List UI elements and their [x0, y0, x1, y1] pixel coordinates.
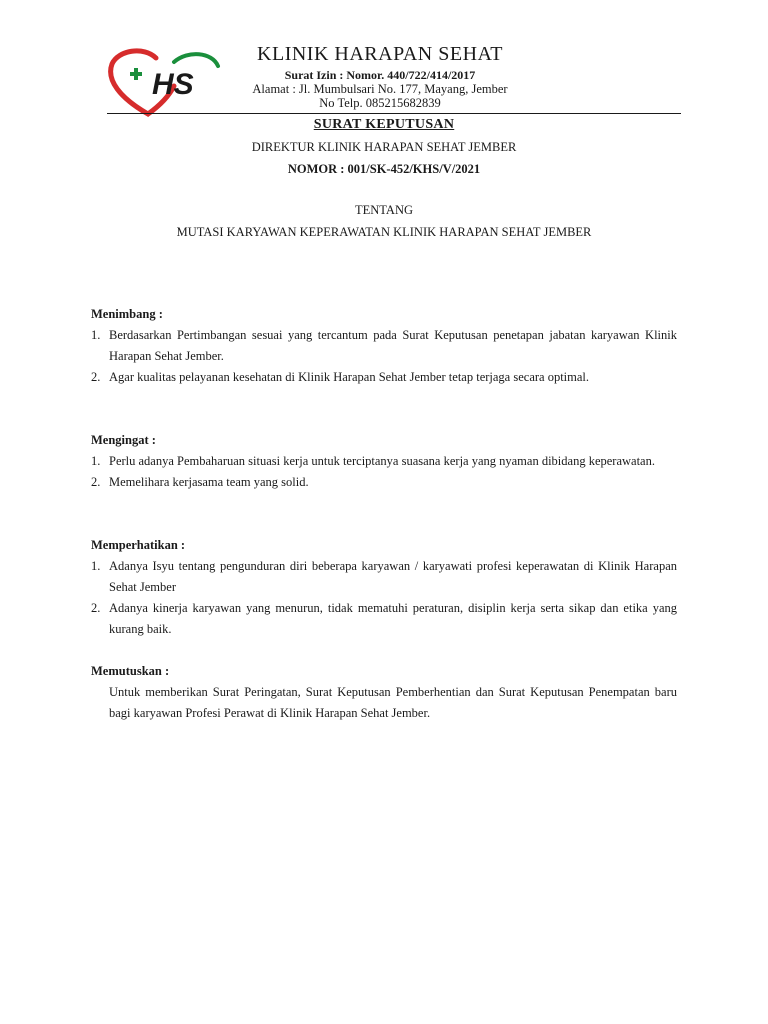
item-text: Adanya Isyu tentang pengunduran diri beberapa karyawan / karyawati profesi keperawatan di Klinik Harapan Sehat Jember	[109, 559, 677, 594]
item-number: 1.	[91, 328, 101, 342]
license-number: Surat Izin : Nomor. 440/722/414/2017	[284, 68, 476, 82]
item-number: 2.	[91, 601, 101, 615]
list-item	[91, 367, 677, 388]
letterhead	[230, 44, 530, 110]
about-label: TENTANG	[354, 203, 413, 217]
item-text: Adanya kinerja karyawan yang menurun, tidak mematuhi peraturan, disiplin kerja serta sikap dan etika yang kurang baik.	[109, 601, 677, 636]
item-number: 2.	[91, 475, 101, 489]
svg-text:HS: HS	[152, 68, 194, 101]
section-heading: Mengingat :	[91, 433, 156, 447]
item-text: Berdasarkan Pertimbangan sesuai yang tercantum pada Surat Keputusan penetapan jabatan karyawan Klinik Harapan Sehat Jember.	[109, 328, 677, 363]
item-number: 1.	[91, 454, 101, 468]
clinic-phone: No Telp. 085215682839	[319, 96, 441, 110]
item-text: Perlu adanya Pembaharuan situasi kerja untuk terciptanya suasana kerja yang nyaman dibidang keperawatan.	[109, 454, 655, 468]
section-heading: Memperhatikan :	[91, 538, 186, 552]
list-item	[91, 451, 677, 472]
list-item	[91, 598, 677, 640]
document-title: SURAT KEPUTUSAN	[313, 117, 455, 132]
section-heading: Menimbang :	[91, 307, 163, 321]
list-item	[91, 325, 677, 367]
section-mengingat	[91, 430, 677, 493]
decree-subject: MUTASI KARYAWAN KEPERAWATAN KLINIK HARAPAN SEHAT JEMBER	[176, 225, 592, 239]
clinic-logo	[104, 48, 226, 120]
decision-text: Untuk memberikan Surat Peringatan, Surat Keputusan Pemberhentian dan Surat Keputusan Penempatan baru bagi karyawan Profesi Perawat di Klinik Harapan Sehat Jember.	[109, 685, 677, 720]
clinic-name: KLINIK HARAPAN SEHAT	[257, 43, 503, 65]
item-number: 2.	[91, 370, 101, 384]
section-memutuskan	[91, 661, 677, 724]
letterhead-divider	[107, 113, 681, 114]
list-item	[91, 472, 677, 493]
item-text: Memelihara kerjasama team yang solid.	[109, 475, 309, 489]
section-heading: Memutuskan :	[91, 664, 170, 678]
director-line: DIREKTUR KLINIK HARAPAN SEHAT JEMBER	[251, 140, 517, 154]
decree-number: NOMOR : 001/SK-452/KHS/V/2021	[287, 162, 481, 176]
item-number: 1.	[91, 559, 101, 573]
item-text: Agar kualitas pelayanan kesehatan di Klinik Harapan Sehat Jember tetap terjaga secara optimal.	[109, 370, 590, 384]
section-menimbang	[91, 304, 677, 388]
section-memperhatikan	[91, 535, 677, 640]
list-item	[91, 556, 677, 598]
clinic-address: Alamat : Jl. Mumbulsari No. 177, Mayang, Jember	[252, 82, 508, 96]
